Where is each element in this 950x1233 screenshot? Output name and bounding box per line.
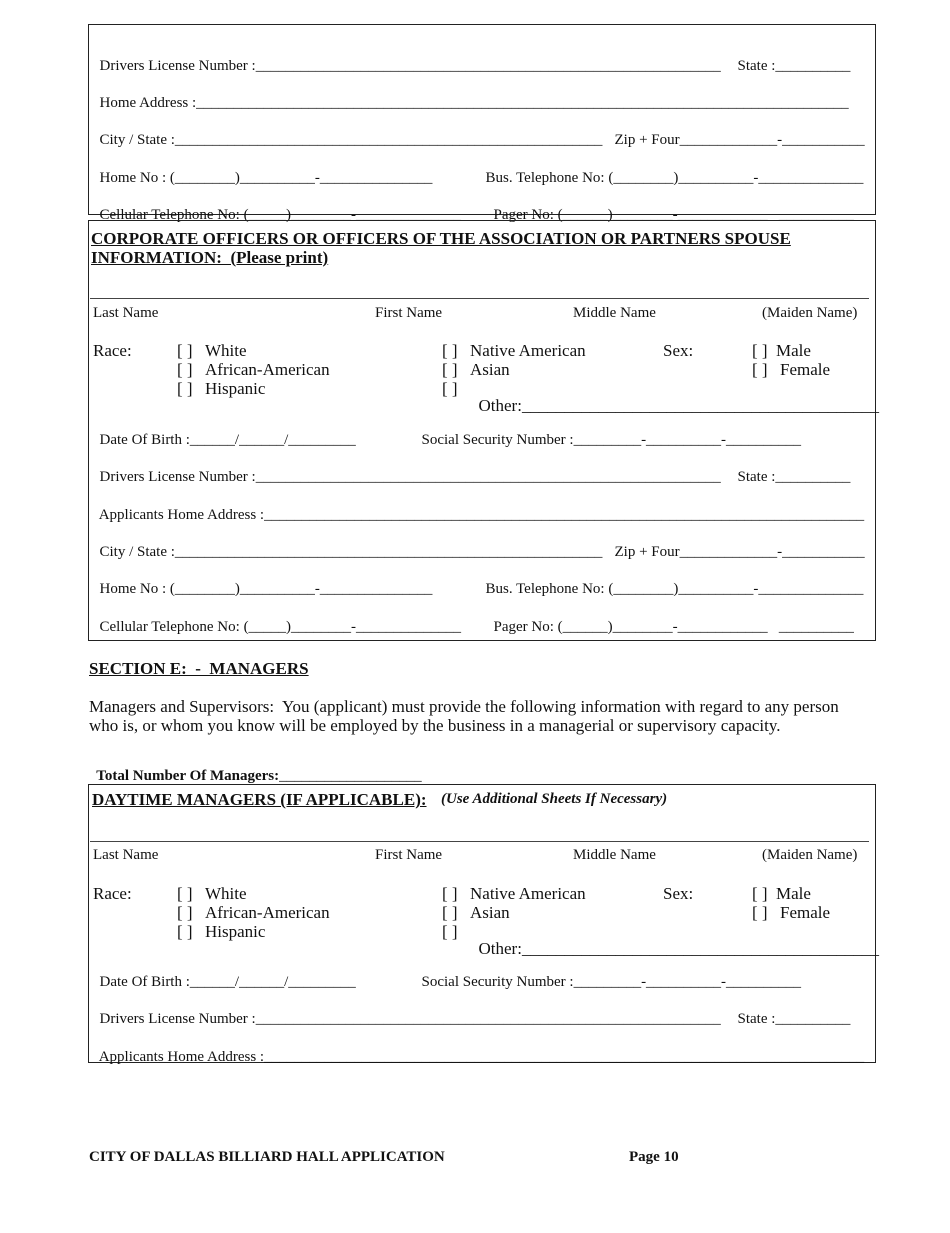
officers-race-label: Race:: [93, 341, 132, 360]
officers-female-label: Female: [780, 360, 831, 379]
city-state-row: [92, 118, 602, 148]
officers-address-row: [92, 493, 864, 523]
footer-title: CITY OF DALLAS BILLIARD HALL APPLICATION: [89, 1149, 445, 1165]
daytime-dl-field[interactable]: ______________________________________________________________: [255, 1011, 721, 1027]
officers-cell-label: Cellular Telephone No:: [99, 619, 240, 635]
home-no-row: [92, 156, 432, 186]
officers-pager-row: [486, 605, 854, 635]
officers-zip-row: [607, 530, 865, 560]
daytime-ssn-row: [414, 960, 801, 990]
daytime-heading: DAYTIME MANAGERS (IF APPLICABLE):: [92, 790, 427, 809]
daytime-ssn-label: Social Security Number :: [421, 974, 574, 990]
officers-home-no-label: Home No :: [99, 581, 167, 597]
officers-dl-field[interactable]: ______________________________________________________________: [255, 469, 721, 485]
daytime-address-row: [92, 1035, 864, 1065]
zip-label: Zip + Four: [614, 132, 680, 148]
daytime-last-name: Last Name: [93, 847, 159, 863]
officers-hispanic-checkbox[interactable]: [ ]: [177, 379, 193, 398]
officers-native-american-label: Native American: [470, 341, 586, 360]
city-state-field[interactable]: _________________________________________________________: [174, 132, 603, 148]
bus-phone-field[interactable]: (________)__________-______________: [608, 170, 864, 186]
home-address-field[interactable]: _______________________________________________________________________________________: [196, 95, 849, 111]
daytime-sex-label: Sex:: [663, 884, 694, 903]
cell-row: [92, 193, 461, 223]
footer-page-number: Page 10: [629, 1149, 679, 1165]
officers-last-name: Last Name: [93, 305, 159, 321]
cell-field[interactable]: (_____)________-______________: [243, 207, 462, 223]
officers-zip-label: Zip + Four: [614, 544, 680, 560]
officers-male-checkbox[interactable]: [ ]: [752, 341, 768, 360]
officers-other-field[interactable]: __________________________________________: [521, 396, 879, 415]
officers-address-field[interactable]: ________________________________________________________________________________: [264, 507, 865, 523]
drivers-license-label: Drivers License Number :: [99, 58, 256, 74]
officers-name-line: [90, 298, 869, 299]
officers-middle-name: Middle Name: [573, 305, 656, 321]
daytime-native-american-checkbox[interactable]: [ ]: [442, 884, 458, 903]
daytime-african-american-checkbox[interactable]: [ ]: [177, 903, 193, 922]
daytime-male-label: Male: [776, 884, 811, 903]
officers-ssn-row: [414, 418, 801, 448]
section-e-paragraph-line1: Managers and Supervisors: You (applicant) must provide the following information with regard to any person: [89, 697, 839, 716]
zip-four-field[interactable]: -___________: [777, 132, 865, 148]
daytime-race-label: Race:: [93, 884, 132, 903]
daytime-other-row: [470, 923, 879, 957]
daytime-ssn-field[interactable]: _________-__________-__________: [573, 974, 802, 990]
daytime-asian-label: Asian: [470, 903, 510, 922]
officers-dob-field[interactable]: ______/______/_________: [189, 432, 356, 448]
officers-home-no-field[interactable]: (________)__________-_______________: [169, 581, 433, 597]
home-address-row: [92, 81, 849, 111]
daytime-dob-field[interactable]: ______/______/_________: [189, 974, 356, 990]
daytime-note: (Use Additional Sheets If Necessary): [441, 791, 668, 807]
officers-city-state-field[interactable]: _________________________________________________________: [174, 544, 603, 560]
daytime-other-label: Other:: [478, 939, 522, 958]
daytime-state-label: State :: [737, 1011, 776, 1027]
daytime-middle-name: Middle Name: [573, 847, 656, 863]
officers-ssn-label: Social Security Number :: [421, 432, 574, 448]
officers-dob-label: Date Of Birth :: [99, 432, 190, 448]
total-managers-label: Total Number Of Managers:: [96, 768, 280, 784]
daytime-dob-label: Date Of Birth :: [99, 974, 190, 990]
officers-city-state-row: [92, 530, 602, 560]
pager-extra-field[interactable]: __________: [778, 207, 854, 223]
officers-dob-row: [92, 418, 356, 448]
officers-bus-phone-row: [478, 567, 863, 597]
officers-other-checkbox[interactable]: [ ]: [442, 379, 458, 398]
officers-maiden-name: (Maiden Name): [762, 305, 858, 321]
home-no-field[interactable]: (________)__________-_______________: [169, 170, 433, 186]
daytime-hispanic-label: Hispanic: [205, 922, 266, 941]
total-managers-row: [89, 754, 422, 784]
officers-first-name: First Name: [375, 305, 443, 321]
bus-phone-row: [478, 156, 863, 186]
section-e-heading: SECTION E: - MANAGERS: [89, 659, 309, 678]
officers-female-checkbox[interactable]: [ ]: [752, 360, 768, 379]
cell-label: Cellular Telephone No:: [99, 207, 240, 223]
daytime-first-name: First Name: [375, 847, 443, 863]
daytime-male-checkbox[interactable]: [ ]: [752, 884, 768, 903]
pager-field[interactable]: (______)________-____________: [557, 207, 768, 223]
officers-state-row: [730, 455, 850, 485]
daytime-native-american-label: Native American: [470, 884, 586, 903]
daytime-female-label: Female: [780, 903, 831, 922]
daytime-dl-row: [92, 997, 721, 1027]
officers-white-checkbox[interactable]: [ ]: [177, 341, 193, 360]
zip-row: [607, 118, 865, 148]
officers-native-american-checkbox[interactable]: [ ]: [442, 341, 458, 360]
officers-male-label: Male: [776, 341, 811, 360]
daytime-female-checkbox[interactable]: [ ]: [752, 903, 768, 922]
total-managers-field[interactable]: ___________________: [279, 768, 422, 784]
state-field[interactable]: __________: [775, 58, 851, 74]
officers-asian-checkbox[interactable]: [ ]: [442, 360, 458, 379]
officers-other-row: [470, 380, 879, 414]
officers-pager-field[interactable]: (______)________-____________: [557, 619, 768, 635]
officers-white-label: White: [205, 341, 247, 360]
officers-hispanic-label: Hispanic: [205, 379, 266, 398]
officers-zip-four-field[interactable]: -___________: [777, 544, 865, 560]
officers-cell-row: [92, 605, 461, 635]
officers-pager-label: Pager No:: [493, 619, 554, 635]
officers-dl-label: Drivers License Number :: [99, 469, 256, 485]
pager-label: Pager No:: [493, 207, 554, 223]
officers-state-field[interactable]: __________: [775, 469, 851, 485]
officers-african-american-label: African-American: [205, 360, 330, 379]
officers-bus-phone-label: Bus. Telephone No:: [485, 581, 605, 597]
state-row: [730, 44, 850, 74]
officers-other-label: Other:: [478, 396, 522, 415]
officers-dl-row: [92, 455, 721, 485]
bus-phone-label: Bus. Telephone No:: [485, 170, 605, 186]
daytime-other-checkbox[interactable]: [ ]: [442, 922, 458, 941]
daytime-white-checkbox[interactable]: [ ]: [177, 884, 193, 903]
drivers-license-row: [92, 44, 721, 74]
daytime-maiden-name: (Maiden Name): [762, 847, 858, 863]
officers-ssn-field[interactable]: _________-__________-__________: [573, 432, 802, 448]
home-no-label: Home No :: [99, 170, 167, 186]
officers-heading-line1: CORPORATE OFFICERS OR OFFICERS OF THE ASSOCIATION OR PARTNERS SPOUSE: [91, 229, 791, 248]
zip-field[interactable]: _____________: [679, 132, 778, 148]
daytime-dl-label: Drivers License Number :: [99, 1011, 256, 1027]
daytime-name-line: [90, 841, 869, 842]
officers-asian-label: Asian: [470, 360, 510, 379]
officers-state-label: State :: [737, 469, 776, 485]
daytime-other-field[interactable]: __________________________________________: [521, 939, 879, 958]
officers-bus-phone-field[interactable]: (________)__________-______________: [608, 581, 864, 597]
daytime-asian-checkbox[interactable]: [ ]: [442, 903, 458, 922]
section-e-paragraph-line2: who is, or whom you know will be employed by the business in a managerial or supervisory capacity.: [89, 716, 781, 735]
officers-heading-line2: INFORMATION: (Please print): [91, 248, 329, 267]
state-label: State :: [737, 58, 776, 74]
officers-sex-label: Sex:: [663, 341, 694, 360]
officers-cell-field[interactable]: (_____)________-______________: [243, 619, 462, 635]
officers-address-label: Applicants Home Address :: [98, 507, 265, 523]
daytime-address-field[interactable]: ________________________________________________________________________________: [264, 1049, 865, 1065]
officers-zip-field[interactable]: _____________: [679, 544, 778, 560]
city-state-label: City / State :: [99, 132, 175, 148]
officers-african-american-checkbox[interactable]: [ ]: [177, 360, 193, 379]
daytime-state-row: [730, 997, 850, 1027]
drivers-license-field[interactable]: ______________________________________________________________: [255, 58, 721, 74]
daytime-state-field[interactable]: __________: [775, 1011, 851, 1027]
officers-pager-extra-field[interactable]: __________: [778, 619, 854, 635]
daytime-african-american-label: African-American: [205, 903, 330, 922]
daytime-hispanic-checkbox[interactable]: [ ]: [177, 922, 193, 941]
officers-city-state-label: City / State :: [99, 544, 175, 560]
home-address-label: Home Address :: [99, 95, 197, 111]
officers-home-no-row: [92, 567, 432, 597]
daytime-dob-row: [92, 960, 356, 990]
daytime-address-label: Applicants Home Address :: [98, 1049, 265, 1065]
daytime-white-label: White: [205, 884, 247, 903]
pager-row: [486, 193, 854, 223]
